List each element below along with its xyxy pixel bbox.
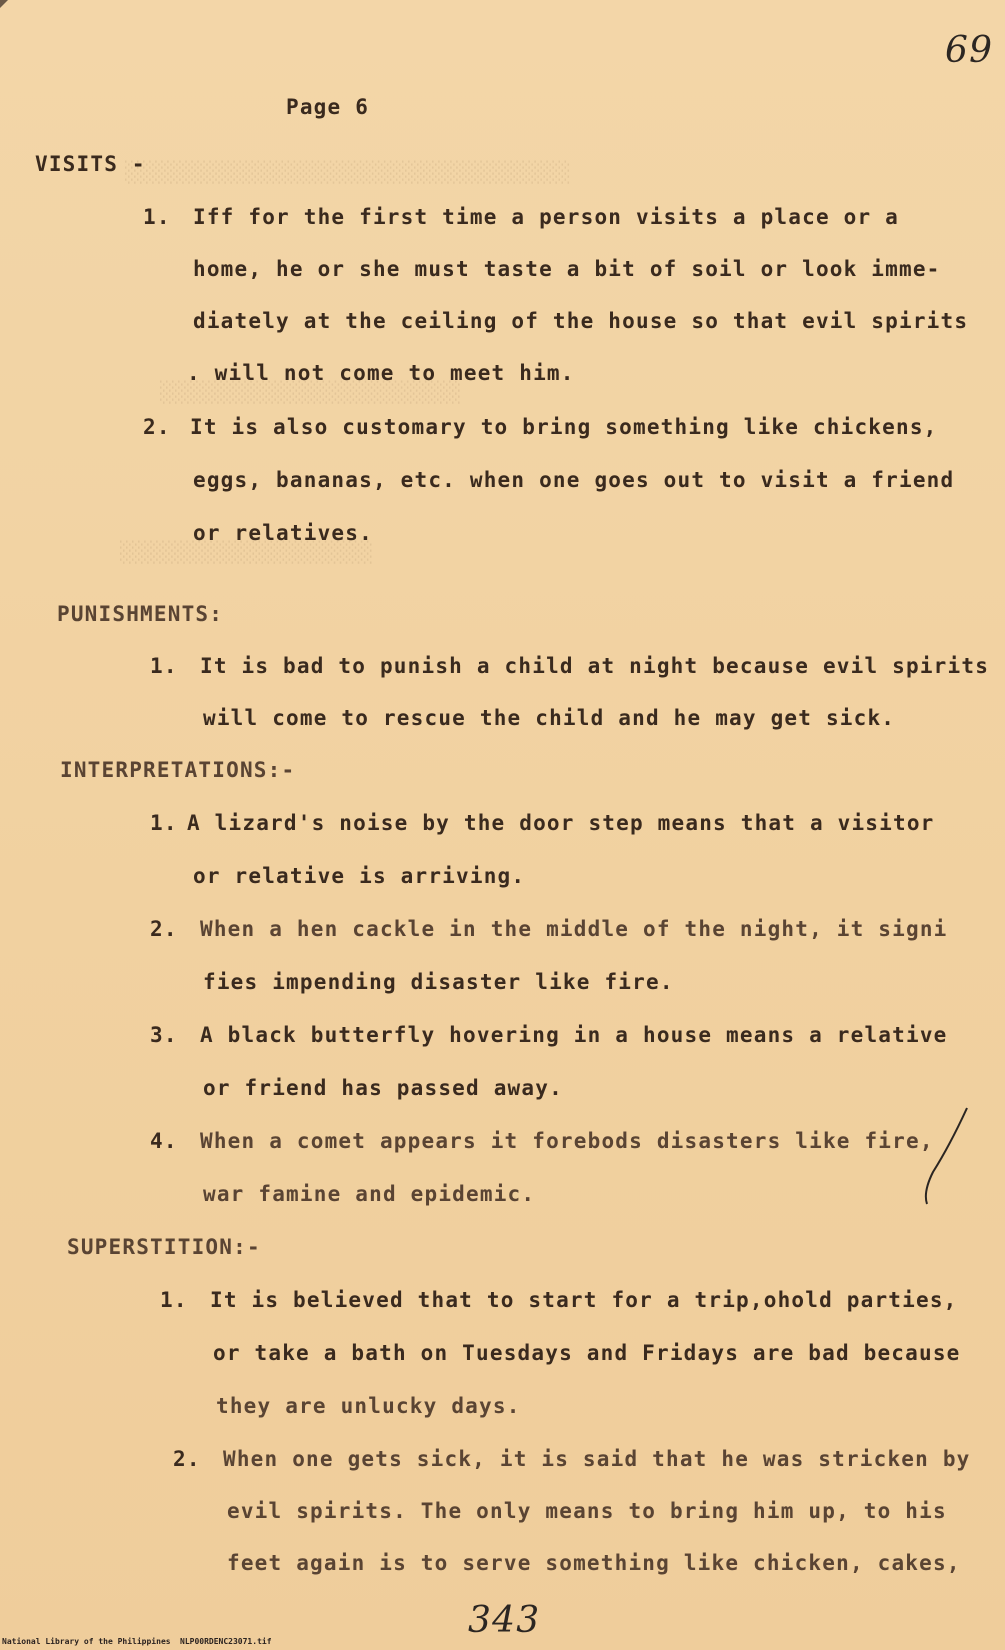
item-line: they are unlucky days. [216, 1394, 521, 1418]
item-number: 1. [150, 811, 178, 835]
item-line: or take a bath on Tuesdays and Fridays are bad because [213, 1341, 961, 1365]
item-number: 1. [143, 205, 171, 229]
item-line: It is bad to punish a child at night because evil spirits [200, 654, 990, 678]
item-line: evil spirits. The only means to bring him up, to his [227, 1499, 947, 1523]
item-line: will come to rescue the child and he may get sick. [203, 706, 896, 730]
item-number: 1. [150, 654, 178, 678]
item-line: When a hen cackle in the middle of the night, it signi [200, 917, 948, 941]
item-line: feet again is to serve something like chicken, cakes, [227, 1551, 961, 1575]
page-label: Page 6 [286, 95, 370, 119]
bleed-through-mark: ░░░░░░░░░░░░░░░░░░░░░░░░░░░░░░░░░░░░░ [125, 160, 571, 184]
item-number: 3. [150, 1023, 178, 1047]
item-line: eggs, bananas, etc. when one goes out to visit a friend [193, 468, 955, 492]
handwritten-bottom-number: 343 [468, 1600, 541, 1641]
handwritten-check-mark [915, 1100, 975, 1210]
item-line: It is also customary to bring something like chickens, [190, 415, 938, 439]
item-number: 1. [160, 1288, 188, 1312]
item-line: or relative is arriving. [193, 864, 526, 888]
item-line: Iff for the first time a person visits a place or a [193, 205, 899, 229]
item-number: 2. [143, 415, 171, 439]
item-line: . will not come to meet him. [187, 361, 575, 385]
item-line: or friend has passed away. [203, 1076, 563, 1100]
section-heading-interpretations: INTERPRETATIONS:- [60, 758, 296, 782]
item-line: A lizard's noise by the door step means that a visitor [187, 811, 935, 835]
footer-file-name: NLP00RDENC23071.tif [180, 1637, 272, 1646]
section-heading-visits: VISITS - [35, 152, 146, 176]
handwritten-page-number: 69 [945, 30, 994, 71]
footer-library-credit: National Library of the Philippines [2, 1637, 171, 1646]
section-heading-superstition: SUPERSTITION:- [67, 1235, 261, 1259]
item-line: A black butterfly hovering in a house means a relative [200, 1023, 948, 1047]
item-number: 2. [150, 917, 178, 941]
page-corner-mark [0, 0, 8, 8]
item-number: 2. [173, 1447, 201, 1471]
item-line: war famine and epidemic. [203, 1182, 536, 1206]
section-heading-punishments: PUNISHMENTS: [57, 602, 224, 626]
item-line: When a comet appears it forebods disasters like fire, [200, 1129, 934, 1153]
item-line: It is believed that to start for a trip,ohold parties, [210, 1288, 958, 1312]
item-number: 4. [150, 1129, 178, 1153]
item-line: diately at the ceiling of the house so that evil spirits [193, 309, 969, 333]
item-line: home, he or she must taste a bit of soil or look imme- [193, 257, 941, 281]
item-line: or relatives. [193, 521, 373, 545]
item-line: When one gets sick, it is said that he was stricken by [223, 1447, 971, 1471]
bleed-through-mark: ░░░░░░░░░░░░░░░░░░░░░░░░░ [160, 380, 462, 404]
item-line: fies impending disaster like fire. [203, 970, 674, 994]
bleed-through-mark: ░░░░░░░░░░░░░░░░░░░░░ [120, 540, 373, 564]
